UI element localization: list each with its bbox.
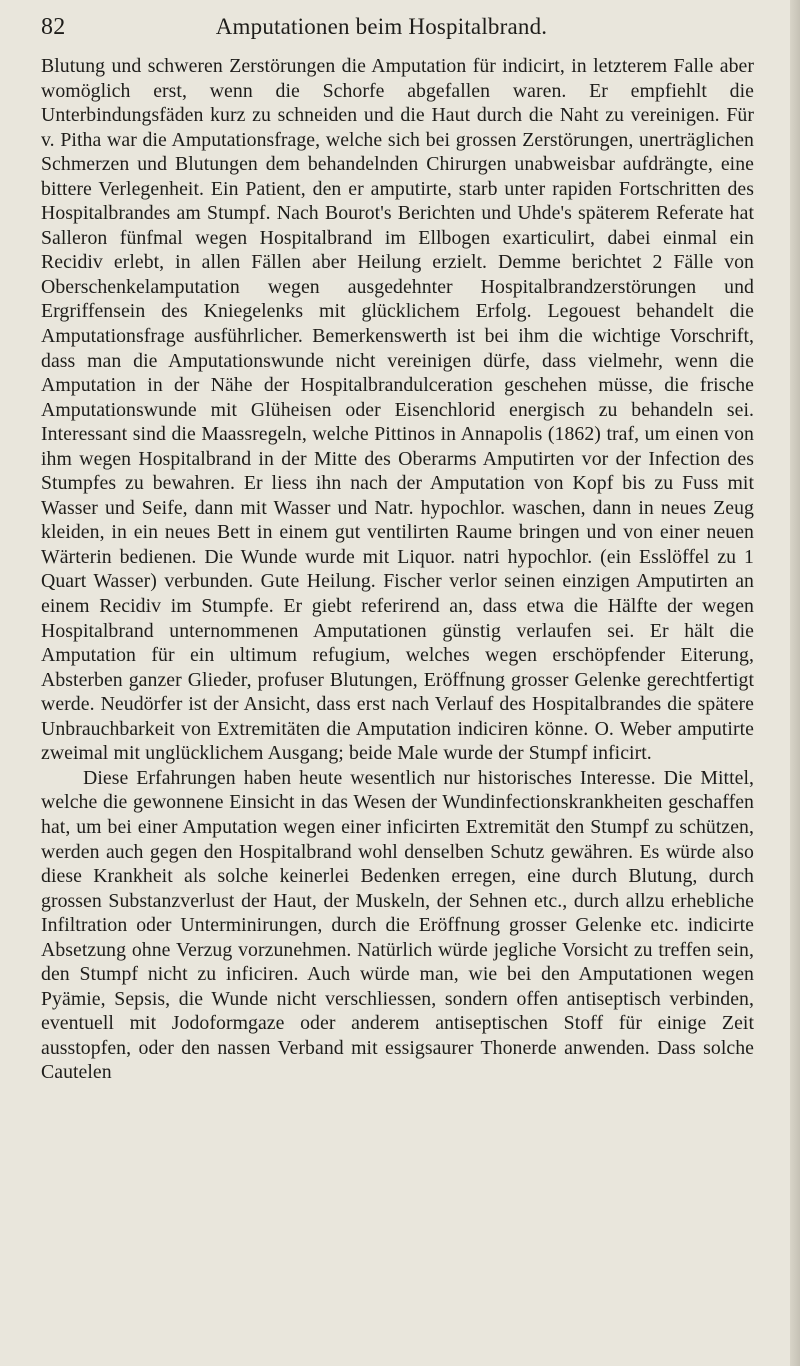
paragraph-2: Diese Erfahrungen haben heute wesentlich nur historisches Interesse. Die Mittel, welche die gewonnene Einsicht in das Wesen der Wundinfectionskrankheiten geschaffen hat, um bei einer Amputation wegen einer inficirten Extremität den Stumpf zu schützen, werden auch gegen den Hospitalbrand wohl denselben Schutz gewähren. Es würde also diese Krankheit als solche keinerlei Bedenken erregen, eine durch Blutung, durch grossen Substanzverlust der Haut, der Muskeln, der Sehnen etc., durch allzu erhebliche Infiltration oder Unterminirungen, durch die Eröffnung grosser Gelenke etc. indicirte Absetzung ohne Verzug vorzunehmen. Natürlich würde jegliche Vorsicht zu treffen sein, den Stumpf nicht zu inficiren. Auch würde man, wie bei den Amputationen wegen Pyämie, Sepsis, die Wunde nicht verschliessen, sondern offen antiseptisch verbinden, eventuell mit Jodoformgaze oder anderem antiseptischen Stoff für einige Zeit ausstopfen, oder den nassen Verband mit essigsaurer Thonerde anwenden. Dass solche Cautelen <box>41 766 754 1084</box>
page-edge-shadow <box>790 0 800 1366</box>
page-number: 82 <box>41 14 66 40</box>
paragraph-1: Blutung und schweren Zerstörungen die Amputation für indicirt, in letzterem Falle aber womöglich erst, wenn die Schorfe abgefallen waren. Er empfiehlt die Unterbindungsfäden kurz zu schneiden und die Haut durch die Naht zu vereinigen. Für v. Pitha war die Amputationsfrage, welche sich bei grossen Zerstörungen, unerträglichen Schmerzen und Blutungen dem behandelnden Chirurgen unabweisbar aufdrängte, eine bittere Verlegenheit. Ein Patient, den er amputirte, starb unter rapiden Fortschritten des Hospitalbrandes am Stumpf. Nach Bourot's Berichten und Uhde's späterem Referate hat Salleron fünfmal wegen Hospitalbrand im Ellbogen exarticulirt, dabei einmal ein Recidiv erlebt, in allen Fällen aber Heilung erzielt. Demme berichtet 2 Fälle von Oberschenkelamputation wegen ausgedehnter Hospitalbrandzerstörungen und Ergriffensein des Kniegelenks mit glücklichem Erfolg. Legouest behandelt die Amputationsfrage ausführlicher. Bemerkenswerth ist bei ihm die wichtige Vorschrift, dass man die Amputationswunde nicht vereinigen dürfe, dass vielmehr, wenn die Amputation in der Nähe der Hospitalbrandulceration geschehen müsse, die frische Amputationswunde mit Glüheisen oder Eisenchlorid energisch zu behandeln sei. Interessant sind die Maassregeln, welche Pittinos in Annapolis (1862) traf, um einen von ihm wegen Hospitalbrand in der Mitte des Oberarms Amputirten vor der Infection des Stumpfes zu bewahren. Er liess ihn nach der Amputation von Kopf bis zu Fuss mit Wasser und Seife, dann mit Wasser und Natr. hypochlor. waschen, dann in neues Zeug kleiden, in ein neues Bett in einem gut ventilirten Raume bringen und von einer neuen Wärterin bedienen. Die Wunde wurde mit Liquor. natri hypochlor. (ein Esslöffel zu 1 Quart Wasser) verbunden. Gute Heilung. Fischer verlor seinen einzigen Amputirten an einem Recidiv im Stumpfe. Er giebt referirend an, dass etwa die Hälfte der wegen Hospitalbrand unternommenen Amputationen günstig verlaufen sei. Er hält die Amputation für ein ultimum refugium, welches wegen erschöpfender Eiterung, Absterben ganzer Glieder, profuser Blutungen, Eröffnung grosser Gelenke gerechtfertigt werde. Neudörfer ist der Ansicht, dass erst nach Verlauf des Hospitalbrandes die spätere Unbrauchbarkeit von Extremitäten die Amputation indiciren könne. O. Weber amputirte zweimal mit unglücklichem Ausgang; beide Male wurde der Stumpf inficirt. <box>41 55 754 765</box>
page-header <box>41 14 754 54</box>
running-title: Amputationen beim Hospitalbrand. <box>215 14 548 39</box>
body-text <box>41 54 754 1085</box>
